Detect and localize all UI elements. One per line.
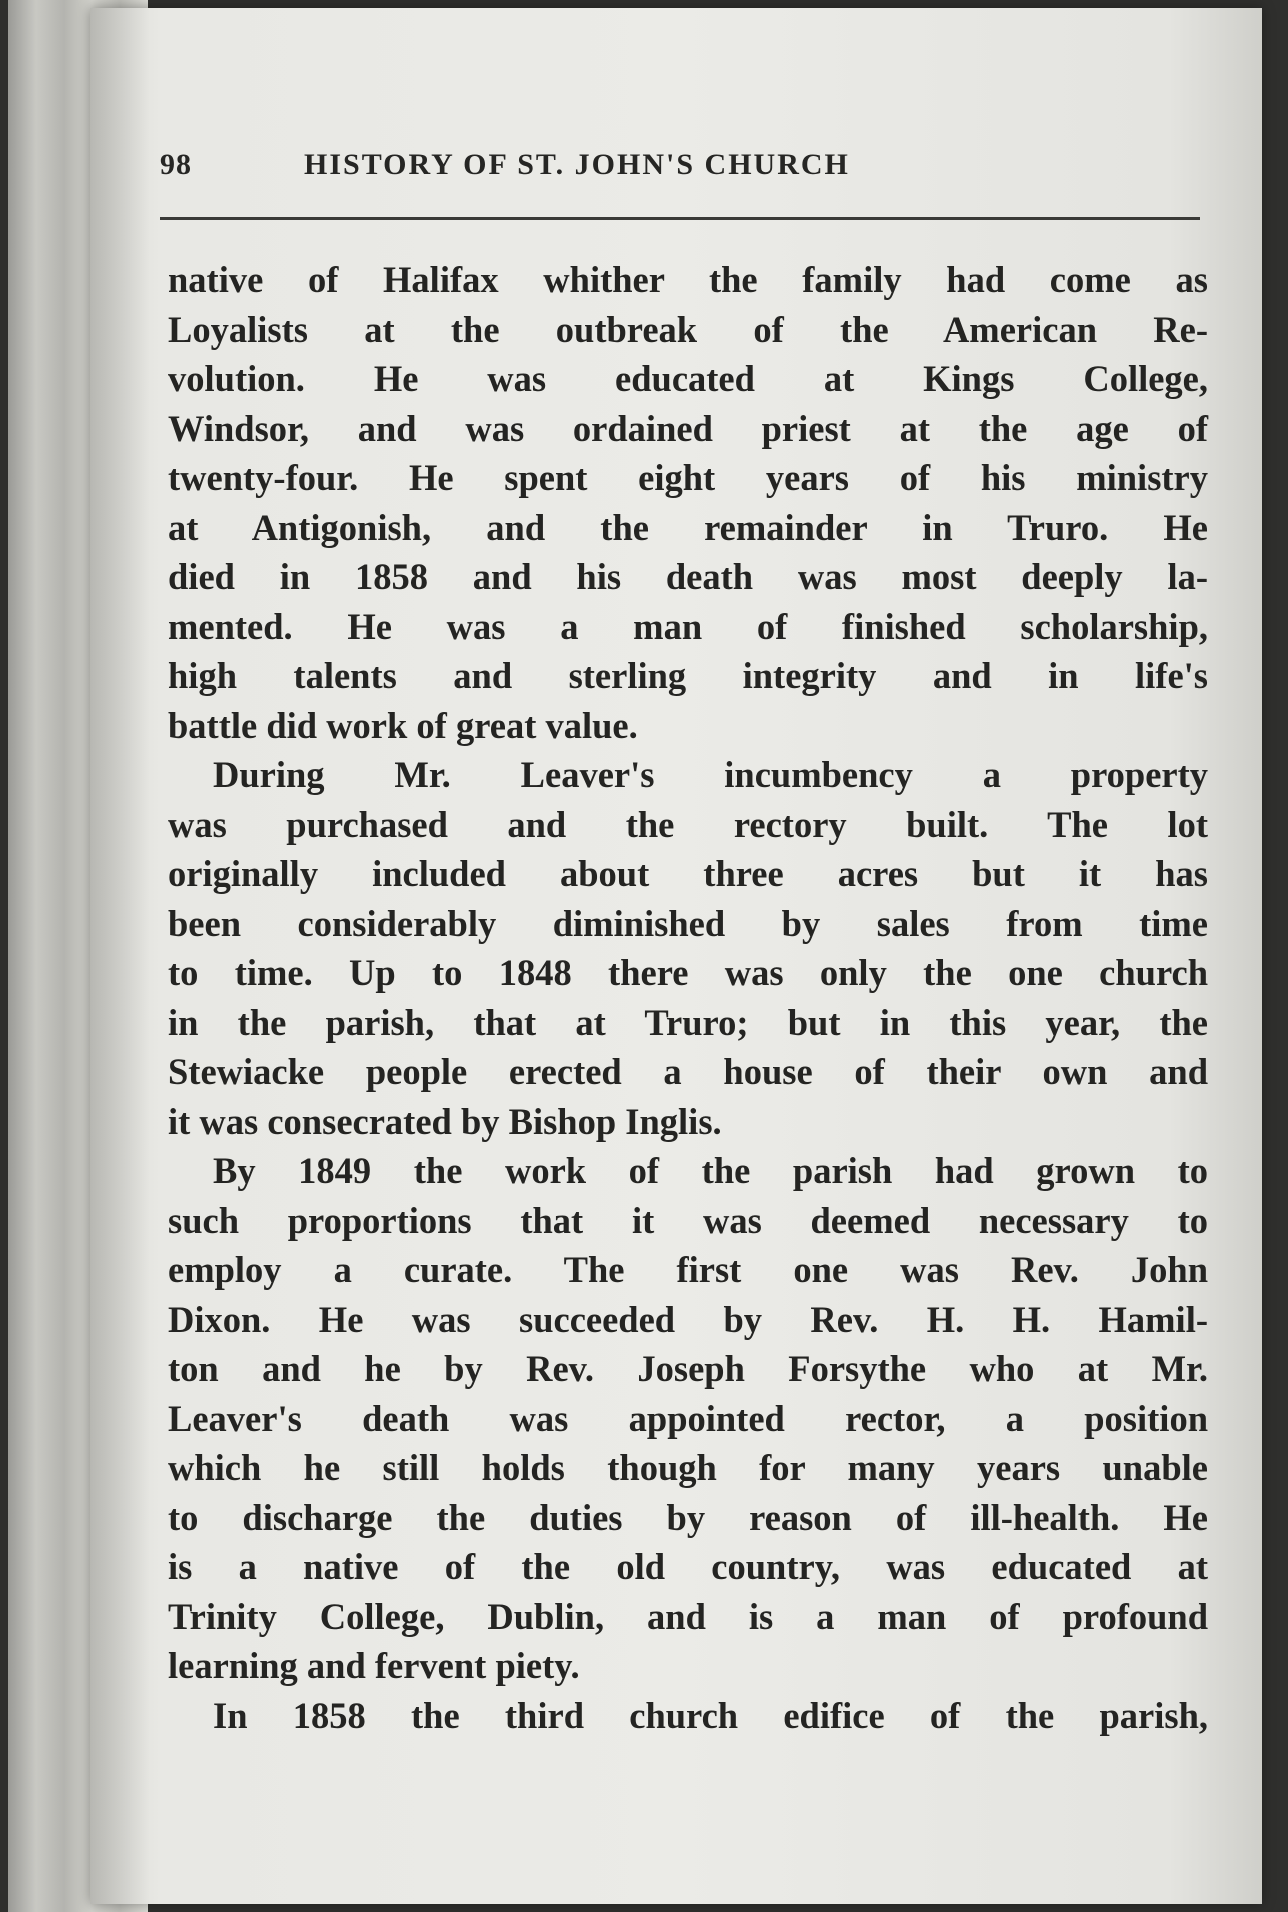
page-header (160, 148, 1200, 198)
text-line: is a native of the old country, was educated at (168, 1546, 1208, 1587)
text-line: Dixon. He was succeeded by Rev. H. H. Hamil- (168, 1298, 1208, 1340)
text-line: such proportions that it was deemed necessary to (168, 1199, 1208, 1241)
text-line: Windsor, and was ordained priest at the age of (168, 407, 1208, 449)
text-line: been considerably diminished by sales from time (168, 902, 1208, 944)
text-line: to time. Up to 1848 there was only the one church (168, 952, 1208, 993)
text-line: high talents and sterling integrity and in life's (168, 655, 1208, 696)
text-line: battle did work of great value. (168, 704, 638, 746)
text-line: Trinity College, Dublin, and is a man of profound (168, 1595, 1208, 1637)
text-line: volution. He was educated at Kings College, (168, 358, 1208, 399)
text-line: to discharge the duties by reason of ill-health. He (168, 1496, 1208, 1538)
running-head: HISTORY OF ST. JOHN'S CHURCH (304, 148, 850, 181)
text-line: In 1858 the third church edifice of the parish, (213, 1694, 1208, 1736)
body-text (168, 255, 1208, 1740)
text-line: mented. He was a man of finished scholarship, (168, 605, 1208, 647)
spine-shadow (90, 8, 150, 1904)
text-line: During Mr. Leaver's incumbency a property (213, 754, 1208, 795)
text-line: at Antigonish, and the remainder in Truro. He (168, 506, 1208, 548)
text-line: died in 1858 and his death was most deeply la- (168, 556, 1208, 597)
text-line: native of Halifax whither the family had come as (168, 259, 1208, 300)
text-line: originally included about three acres but it has (168, 853, 1208, 894)
text-line: learning and fervent piety. (168, 1645, 580, 1686)
text-line: twenty-four. He spent eight years of his ministry (168, 457, 1208, 498)
text-line: was purchased and the rectory built. The lot (168, 803, 1208, 845)
text-line: employ a curate. The first one was Rev. John (168, 1249, 1208, 1290)
text-line: it was consecrated by Bishop Inglis. (168, 1100, 722, 1142)
header-rule (160, 217, 1200, 220)
text-line: in the parish, that at Truro; but in this year, the (168, 1001, 1208, 1043)
text-line: Loyalists at the outbreak of the American Re- (168, 308, 1208, 350)
text-line: which he still holds though for many years unable (168, 1447, 1208, 1488)
text-line: Stewiacke people erected a house of their own and (168, 1051, 1208, 1092)
text-line: Leaver's death was appointed rector, a position (168, 1397, 1208, 1439)
text-line: By 1849 the work of the parish had grown to (213, 1150, 1208, 1191)
page-number: 98 (160, 148, 192, 181)
text-line: ton and he by Rev. Joseph Forsythe who at Mr. (168, 1348, 1208, 1389)
